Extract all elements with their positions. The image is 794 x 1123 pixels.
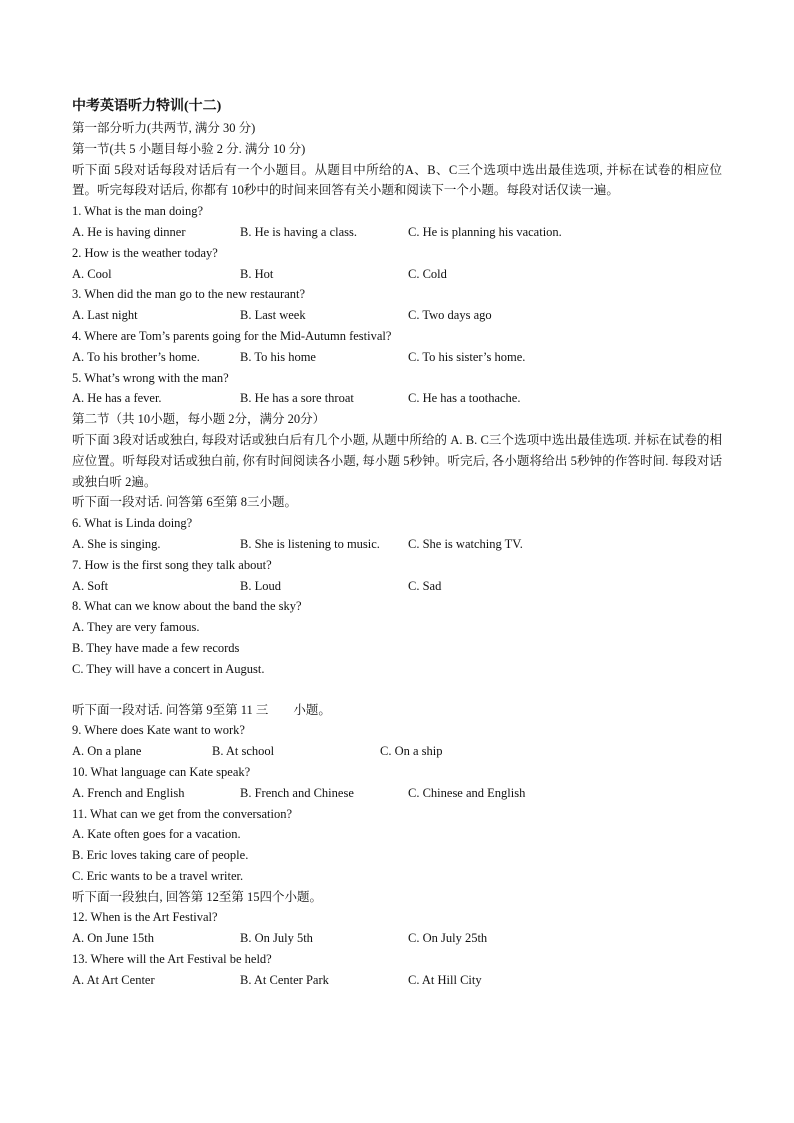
option-c: C. On July 25th (408, 931, 488, 946)
option-a: A. She is singing. (72, 536, 161, 551)
option-a: A. Soft (72, 578, 109, 593)
option-b: B. On July 5th (240, 931, 313, 946)
option-a: A. At Art Center (72, 972, 155, 987)
option-a: A. To his brother’s home. (72, 349, 200, 364)
option-a: A. On a plane (72, 744, 142, 759)
options-7 (72, 576, 722, 597)
question-13: 13. Where will the Art Festival be held? (72, 952, 272, 967)
options-9 (72, 741, 722, 762)
option-a: A. He is having dinner (72, 224, 186, 239)
options-6 (72, 534, 722, 555)
question-4: 4. Where are Tom’s parents going for the Mid-Autumn festival? (72, 328, 392, 343)
question-5: 5. What’s wrong with the man? (72, 370, 229, 385)
option-b: B. Last week (240, 308, 306, 323)
option-b: B. At Center Park (240, 972, 329, 987)
option-a: A. French and English (72, 785, 185, 800)
option-c: C. On a ship (380, 744, 443, 759)
option-c: C. Two days ago (408, 308, 492, 323)
option-a: A. He has a fever. (72, 391, 162, 406)
options-13 (72, 970, 722, 991)
option-a: A. Kate often goes for a vacation. (72, 827, 241, 842)
option-c: C. She is watching TV. (408, 536, 523, 551)
question-12: 12. When is the Art Festival? (72, 910, 218, 925)
question-7: 7. How is the first song they talk about? (72, 557, 272, 572)
section1-instruction: 听下面 5段对话每段对话后有一个小题目。从题目中所给的A、B、C三个选项中选出最佳选项, 并标在试卷的相应位置。听完每段对话后, 你都有 10秒中的时间来回答有关小题和阅读下一个小题。每段对话仅读一遍。 (72, 162, 722, 198)
question-10: 10. What language can Kate speak? (72, 764, 251, 779)
group2-intro: 听下面一段对话. 问答第 9至第 11 三 小题。 (72, 702, 331, 717)
options-10 (72, 783, 722, 804)
option-b: B. He has a sore throat (240, 391, 354, 406)
option-b: B. Hot (240, 266, 274, 281)
option-b: B. French and Chinese (240, 785, 354, 800)
option-c: C. Eric wants to be a travel writer. (72, 868, 244, 883)
options-2 (72, 264, 722, 285)
option-c: C. To his sister’s home. (408, 349, 526, 364)
section1-heading: 第一节(共 5 小题目每小验 2 分. 满分 10 分) (72, 141, 306, 156)
option-c: C. He has a toothache. (408, 391, 521, 406)
option-b: B. Eric loves taking care of people. (72, 848, 249, 863)
option-a: A. They are very famous. (72, 620, 200, 635)
question-3: 3. When did the man go to the new restaurant? (72, 287, 306, 302)
options-12 (72, 928, 722, 949)
option-c: C. Sad (408, 578, 442, 593)
options-1 (72, 222, 722, 243)
option-b: B. He is having a class. (240, 224, 357, 239)
section2-heading: 第二节（共 10小题，每小题 2分，满分 20分） (72, 412, 326, 427)
option-c: C. They will have a concert in August. (72, 661, 265, 676)
option-c: C. Cold (408, 266, 447, 281)
options-3 (72, 305, 722, 326)
exam-page (72, 96, 722, 991)
question-11: 11. What can we get from the conversation? (72, 806, 293, 821)
options-5 (72, 388, 722, 409)
option-a: A. Cool (72, 266, 112, 281)
option-a: A. Last night (72, 308, 138, 323)
question-2: 2. How is the weather today? (72, 245, 218, 260)
question-6: 6. What is Linda doing? (72, 516, 193, 531)
option-a: A. On June 15th (72, 931, 154, 946)
option-b: B. They have made a few records (72, 640, 240, 655)
option-b: B. To his home (240, 349, 316, 364)
option-c: C. He is planning his vacation. (408, 224, 562, 239)
question-8: 8. What can we know about the band the sky? (72, 599, 302, 614)
group3-intro: 听下面一段独白, 回答第 12至第 15四个小题。 (72, 889, 323, 904)
spacer (72, 680, 722, 700)
option-b: B. At school (212, 744, 275, 759)
option-b: B. Loud (240, 578, 281, 593)
option-b: B. She is listening to music. (240, 536, 380, 551)
question-9: 9. Where does Kate want to work? (72, 723, 245, 738)
group1-intro: 听下面一段对话. 问答第 6至第 8三小题。 (72, 495, 298, 510)
option-c: C. Chinese and English (408, 785, 526, 800)
part-heading: 第一部分听力(共两节, 满分 30 分) (72, 121, 256, 135)
section2-instruction: 听下面 3段对话或独白, 每段对话或独白后有几个小题, 从题中所给的 A. B. C三个选项中选出最佳选项. 并标在试卷的相应位置。听每段对话或独白前, 你有时间阅读各小题, 每小题 5秒钟。听完后, 各小题将给出 5秒钟的作答时间. 每段对话或独白听 2遍。 (72, 432, 722, 489)
page-title: 中考英语听力特训(十二) (72, 99, 222, 114)
question-1: 1. What is the man doing? (72, 204, 203, 219)
option-c: C. At Hill City (408, 972, 482, 987)
options-4 (72, 347, 722, 368)
